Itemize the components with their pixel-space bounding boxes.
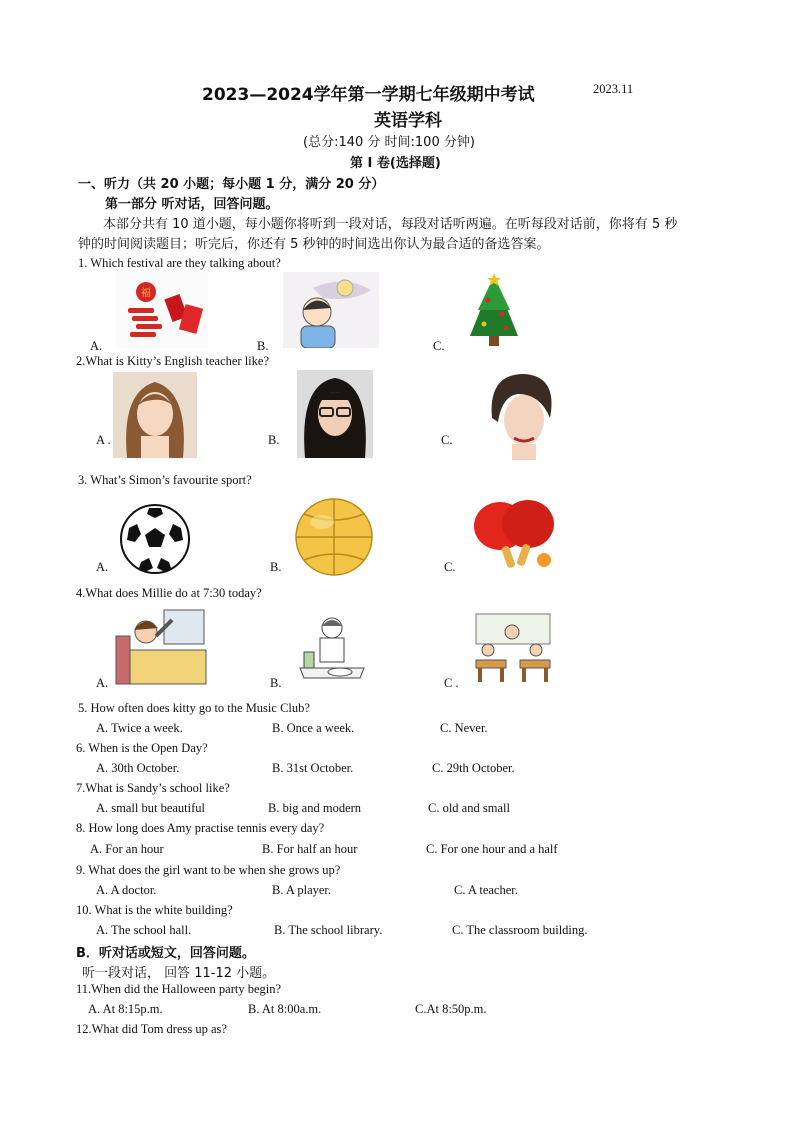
q8-option-a[interactable]: A. For an hour [90,842,164,856]
q4-option-a[interactable]: A. [96,676,109,690]
breakfast-image [294,612,368,686]
q5-option-b[interactable]: B. Once a week. [272,721,355,735]
q11-option-b[interactable]: B. At 8:00a.m. [248,1002,322,1016]
moon-boy-image [283,272,379,348]
question-12: 12.What did Tom dress up as? [76,1022,227,1036]
part-one-heading: 第一部分 听对话，回答问题。 [105,197,279,212]
glasses-woman-photo [297,370,373,458]
question-3: 3. What’s Simon’s favourite sport? [78,473,252,487]
q3-option-c[interactable]: C. [444,560,456,574]
q6-option-c[interactable]: C. 29th October. [432,761,515,775]
question-4: 4.What does Millie do at 7:30 today? [76,586,262,600]
svg-text:福: 福 [141,288,151,299]
instructions-line-1: 本部分共有 10 道小题，每小题你将听到一段对话，每段对话听两遍。在听每段对话前，你将有 5 秒 [103,217,678,232]
exam-title: 2023—2024学年第一学期七年级期中考试 [202,85,535,105]
q5-option-c[interactable]: C. Never. [440,721,488,735]
section-heading: 一、听力（共 20 小题；每小题 1 分，满分 20 分） [78,177,385,192]
q11-option-a[interactable]: A. At 8:15p.m. [88,1002,163,1016]
q4-option-b[interactable]: B. [270,676,282,690]
q3-option-b[interactable]: B. [270,560,282,574]
ping-pong-paddles-image [470,496,558,574]
long-hair-woman-photo [113,372,197,458]
q9-option-b[interactable]: B. A player. [272,883,332,897]
subject-title: 英语学科 [374,111,442,131]
question-1: 1. Which festival are they talking about? [78,256,281,270]
instructions-line-2: 钟的时间阅读题目；听完后，你还有 5 秒钟的时间选出你认为最合适的备选答案。 [78,237,550,252]
q8-option-c[interactable]: C. For one hour and a half [426,842,558,856]
exam-date: 2023.11 [593,82,634,96]
question-7: 7.What is Sandy’s school like? [76,781,230,795]
christmas-tree-image [458,270,530,352]
volume-label: 第 I 卷(选择题) [350,156,441,171]
q3-option-a[interactable]: A. [96,560,109,574]
question-5: 5. How often does kitty go to the Music Club? [78,701,310,715]
question-6: 6. When is the Open Day? [76,741,208,755]
q6-option-b[interactable]: B. 31st October. [272,761,354,775]
short-hair-woman-photo [478,366,564,460]
girl-waking-up-image [114,606,208,688]
volleyball-image [292,496,376,578]
q1-option-b[interactable]: B. [257,339,269,353]
q5-option-a[interactable]: A. Twice a week. [96,721,183,735]
exam-info: (总分:140 分 时间:100 分钟) [303,135,475,150]
section-b-heading: B．听对话或短文，回答问题。 [76,946,255,961]
q4-option-c[interactable]: C . [444,676,459,690]
q10-option-a[interactable]: A. The school hall. [96,923,192,937]
q8-option-b[interactable]: B. For half an hour [262,842,358,856]
q9-option-c[interactable]: C. A teacher. [454,883,518,897]
classroom-image [472,610,554,686]
q11-option-c[interactable]: C.At 8:50p.m. [415,1002,487,1016]
soccer-ball-image [119,502,191,576]
firecracker-image [116,272,208,348]
q7-option-a[interactable]: A. small but beautiful [96,801,206,815]
question-10: 10. What is the white building? [76,903,233,917]
q1-option-a[interactable]: A. [90,339,103,353]
q10-option-b[interactable]: B. The school library. [274,923,383,937]
section-b-subheading: 听一段对话， 回答 11-12 小题。 [82,966,276,981]
question-9: 9. What does the girl want to be when she grows up? [76,863,341,877]
question-2: 2.What is Kitty’s English teacher like? [76,354,270,368]
q10-option-c[interactable]: C. The classroom building. [452,923,588,937]
q7-option-c[interactable]: C. old and small [428,801,510,815]
q7-option-b[interactable]: B. big and modern [268,801,362,815]
q9-option-a[interactable]: A. A doctor. [96,883,157,897]
q6-option-a[interactable]: A. 30th October. [96,761,180,775]
q2-option-c[interactable]: C. [441,433,453,447]
q2-option-a[interactable]: A . [96,433,111,447]
question-11: 11.When did the Halloween party begin? [76,982,282,996]
question-8: 8. How long does Amy practise tennis every day? [76,821,325,835]
q2-option-b[interactable]: B. [268,433,280,447]
q1-option-c[interactable]: C. [433,339,445,353]
